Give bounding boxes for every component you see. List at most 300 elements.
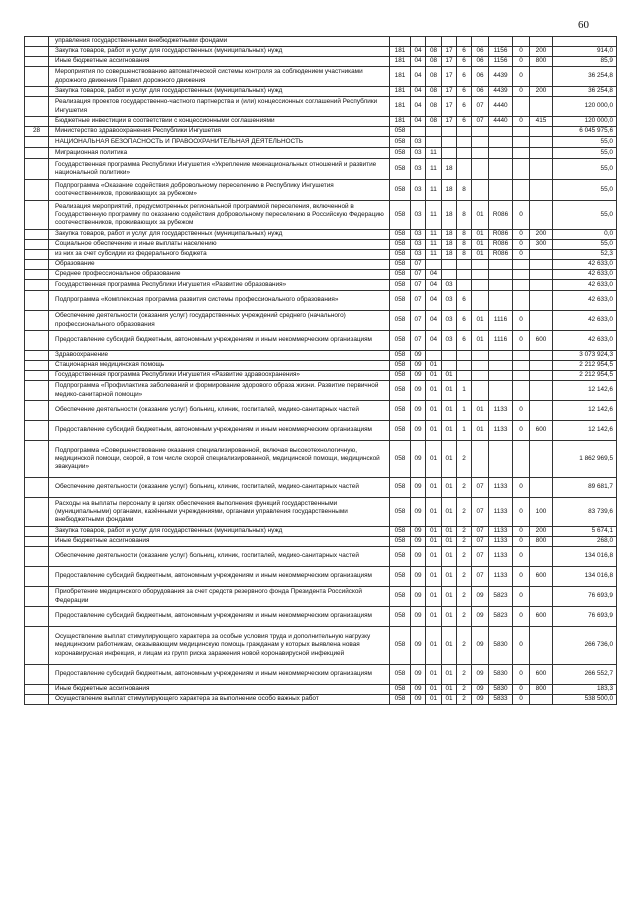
row-name: Обеспечение деятельности (оказание услуг) больниц, клиник, госпиталей, медико-санитарных частей <box>49 478 390 498</box>
row-name: Закупка товаров, работ и услуг для государственных (муниципальных) нужд <box>49 230 390 240</box>
code-subprogram <box>457 148 472 159</box>
code-suffix: 0 <box>513 627 530 665</box>
code-subprogram: 2 <box>457 587 472 607</box>
code-gr: 181 <box>390 57 411 67</box>
table-row <box>25 685 617 695</box>
table-row <box>25 127 617 137</box>
code-event: 07 <box>472 547 489 567</box>
row-amount: 42 633,0 <box>553 280 617 291</box>
row-number <box>25 587 49 607</box>
table-row <box>25 607 617 627</box>
code-event <box>472 361 489 371</box>
code-pr: 01 <box>426 401 442 421</box>
code-rz: 09 <box>411 665 426 685</box>
code-gr: 058 <box>390 665 411 685</box>
code-rz: 03 <box>411 201 426 230</box>
row-amount: 12 142,6 <box>553 381 617 401</box>
table-row <box>25 665 617 685</box>
row-amount: 55,0 <box>553 159 617 180</box>
row-amount: 2 212 954,5 <box>553 371 617 381</box>
row-name: Подпрограмма «Профилактика заболеваний и формирование здорового образа жизни. Развитие первичной медико-санитарной помощи» <box>49 381 390 401</box>
code-suffix <box>513 381 530 401</box>
row-number: 28 <box>25 127 49 137</box>
code-pr: 11 <box>426 230 442 240</box>
code-pr: 11 <box>426 180 442 201</box>
code-gr: 058 <box>390 159 411 180</box>
code-program: 01 <box>442 527 457 537</box>
code-pr: 04 <box>426 270 442 280</box>
code-direction: 5833 <box>489 695 513 705</box>
row-name: из них за счет субсидии из федерального бюджета <box>49 250 390 260</box>
code-program <box>442 351 457 361</box>
code-rz: 03 <box>411 240 426 250</box>
code-direction: 1116 <box>489 311 513 331</box>
row-amount: 76 693,9 <box>553 587 617 607</box>
code-vr: 800 <box>530 57 553 67</box>
code-suffix: 0 <box>513 57 530 67</box>
code-direction: 5830 <box>489 665 513 685</box>
code-event: 09 <box>472 665 489 685</box>
code-suffix: 0 <box>513 695 530 705</box>
code-program: 17 <box>442 67 457 87</box>
row-number <box>25 685 49 695</box>
row-number <box>25 270 49 280</box>
code-direction <box>489 148 513 159</box>
row-number <box>25 695 49 705</box>
row-number <box>25 567 49 587</box>
code-pr: 11 <box>426 201 442 230</box>
code-program: 01 <box>442 587 457 607</box>
code-program: 18 <box>442 230 457 240</box>
code-rz: 09 <box>411 361 426 371</box>
code-pr: 01 <box>426 537 442 547</box>
code-rz: 09 <box>411 421 426 441</box>
code-subprogram: 2 <box>457 665 472 685</box>
code-rz: 09 <box>411 695 426 705</box>
row-number <box>25 180 49 201</box>
code-program: 03 <box>442 291 457 311</box>
code-vr: 300 <box>530 240 553 250</box>
code-event: 09 <box>472 695 489 705</box>
code-event <box>472 270 489 280</box>
code-pr <box>426 137 442 148</box>
row-number <box>25 547 49 567</box>
table-row <box>25 260 617 270</box>
code-gr: 058 <box>390 441 411 478</box>
code-vr <box>530 547 553 567</box>
table-row <box>25 361 617 371</box>
code-subprogram: 2 <box>457 685 472 695</box>
code-vr: 600 <box>530 567 553 587</box>
row-number <box>25 381 49 401</box>
row-number <box>25 291 49 311</box>
code-rz <box>411 127 426 137</box>
code-direction: 1156 <box>489 57 513 67</box>
code-program: 03 <box>442 280 457 291</box>
code-direction <box>489 270 513 280</box>
code-gr: 058 <box>390 331 411 351</box>
code-pr: 04 <box>426 280 442 291</box>
code-event: 07 <box>472 498 489 527</box>
code-gr: 058 <box>390 361 411 371</box>
code-event: 01 <box>472 240 489 250</box>
code-program: 18 <box>442 240 457 250</box>
row-number <box>25 240 49 250</box>
code-program: 01 <box>442 627 457 665</box>
code-program <box>442 127 457 137</box>
code-gr: 058 <box>390 381 411 401</box>
row-amount: 55,0 <box>553 180 617 201</box>
table-row <box>25 291 617 311</box>
code-vr: 800 <box>530 537 553 547</box>
code-rz: 03 <box>411 230 426 240</box>
code-program <box>442 137 457 148</box>
row-amount: 76 693,9 <box>553 607 617 627</box>
code-event: 09 <box>472 685 489 695</box>
code-program: 01 <box>442 665 457 685</box>
code-subprogram: 6 <box>457 117 472 127</box>
code-rz: 09 <box>411 351 426 361</box>
code-subprogram: 2 <box>457 498 472 527</box>
row-name: Закупка товаров, работ и услуг для государственных (муниципальных) нужд <box>49 527 390 537</box>
table-row <box>25 47 617 57</box>
code-gr: 058 <box>390 351 411 361</box>
row-number <box>25 421 49 441</box>
code-gr: 058 <box>390 240 411 250</box>
code-program: 03 <box>442 331 457 351</box>
code-pr: 01 <box>426 587 442 607</box>
code-event <box>472 127 489 137</box>
row-number <box>25 371 49 381</box>
code-gr: 058 <box>390 695 411 705</box>
code-pr: 04 <box>426 311 442 331</box>
table-row <box>25 331 617 351</box>
code-event: 07 <box>472 117 489 127</box>
code-suffix <box>513 371 530 381</box>
code-direction: 4439 <box>489 67 513 87</box>
code-gr: 181 <box>390 117 411 127</box>
row-number <box>25 280 49 291</box>
code-rz: 09 <box>411 401 426 421</box>
code-gr: 058 <box>390 607 411 627</box>
table-row <box>25 527 617 537</box>
code-suffix: 0 <box>513 87 530 97</box>
code-direction: R086 <box>489 250 513 260</box>
table-row <box>25 250 617 260</box>
code-suffix <box>513 137 530 148</box>
code-suffix: 0 <box>513 421 530 441</box>
code-suffix: 0 <box>513 547 530 567</box>
row-number <box>25 627 49 665</box>
code-rz: 03 <box>411 159 426 180</box>
row-name: управления государственными внебюджетными фондами <box>49 37 390 47</box>
code-pr: 01 <box>426 567 442 587</box>
code-event <box>472 148 489 159</box>
code-rz: 07 <box>411 280 426 291</box>
code-gr: 058 <box>390 627 411 665</box>
code-subprogram: 1 <box>457 401 472 421</box>
code-suffix <box>513 270 530 280</box>
row-name: Расходы на выплаты персоналу в целях обеспечения выполнения функций государственными (муниципальными) органами, казёнными учреждениями, органами управления государственными внебюджетными фондами <box>49 498 390 527</box>
row-number <box>25 311 49 331</box>
code-program: 17 <box>442 87 457 97</box>
row-amount: 89 681,7 <box>553 478 617 498</box>
code-subprogram: 6 <box>457 97 472 117</box>
code-direction: R086 <box>489 201 513 230</box>
code-suffix: 0 <box>513 240 530 250</box>
code-event: 06 <box>472 47 489 57</box>
code-event <box>472 260 489 270</box>
code-vr: 200 <box>530 87 553 97</box>
code-subprogram: 6 <box>457 311 472 331</box>
table-row <box>25 57 617 67</box>
code-subprogram <box>457 127 472 137</box>
code-vr <box>530 97 553 117</box>
code-subprogram <box>457 159 472 180</box>
code-vr <box>530 201 553 230</box>
code-subprogram: 2 <box>457 695 472 705</box>
row-number <box>25 361 49 371</box>
code-vr <box>530 587 553 607</box>
code-vr <box>530 137 553 148</box>
code-subprogram: 8 <box>457 250 472 260</box>
code-event: 07 <box>472 567 489 587</box>
code-gr: 058 <box>390 137 411 148</box>
code-pr: 01 <box>426 361 442 371</box>
code-direction: R086 <box>489 240 513 250</box>
code-program: 01 <box>442 607 457 627</box>
code-subprogram <box>457 137 472 148</box>
code-vr: 200 <box>530 47 553 57</box>
row-amount: 55,0 <box>553 201 617 230</box>
code-pr: 11 <box>426 148 442 159</box>
code-rz: 09 <box>411 567 426 587</box>
row-amount: 12 142,6 <box>553 401 617 421</box>
code-gr: 058 <box>390 201 411 230</box>
code-direction <box>489 371 513 381</box>
row-amount: 538 500,0 <box>553 695 617 705</box>
code-direction <box>489 180 513 201</box>
code-subprogram: 2 <box>457 547 472 567</box>
code-direction: 4440 <box>489 97 513 117</box>
code-vr <box>530 627 553 665</box>
code-subprogram: 6 <box>457 67 472 87</box>
row-number <box>25 537 49 547</box>
code-rz: 07 <box>411 270 426 280</box>
table-row <box>25 587 617 607</box>
row-amount: 12 142,6 <box>553 421 617 441</box>
code-vr: 800 <box>530 685 553 695</box>
budget-table-body <box>25 37 617 705</box>
code-vr <box>530 695 553 705</box>
row-name: Стационарная медицинская помощь <box>49 361 390 371</box>
code-subprogram: 6 <box>457 331 472 351</box>
code-subprogram <box>457 37 472 47</box>
code-direction: 1133 <box>489 498 513 527</box>
table-row <box>25 180 617 201</box>
code-event: 01 <box>472 421 489 441</box>
row-number <box>25 67 49 87</box>
code-subprogram <box>457 260 472 270</box>
code-subprogram: 8 <box>457 180 472 201</box>
code-vr <box>530 478 553 498</box>
code-gr: 058 <box>390 498 411 527</box>
row-name: Осуществление выплат стимулирующего характера за выполнение особо важных работ <box>49 695 390 705</box>
code-gr: 058 <box>390 311 411 331</box>
code-gr: 058 <box>390 685 411 695</box>
code-suffix <box>513 361 530 371</box>
code-pr: 11 <box>426 159 442 180</box>
code-rz: 09 <box>411 441 426 478</box>
row-name: Предоставление субсидий бюджетным, автономным учреждениям и иным некоммерческим организациям <box>49 421 390 441</box>
code-rz <box>411 37 426 47</box>
row-name: Обеспечение деятельности (оказание услуг) больниц, клиник, госпиталей, медико-санитарных частей <box>49 547 390 567</box>
code-suffix <box>513 260 530 270</box>
code-suffix: 0 <box>513 665 530 685</box>
table-row <box>25 137 617 148</box>
code-event: 07 <box>472 527 489 537</box>
code-gr: 181 <box>390 67 411 87</box>
code-gr: 058 <box>390 260 411 270</box>
code-gr: 181 <box>390 97 411 117</box>
table-row <box>25 117 617 127</box>
code-suffix: 0 <box>513 685 530 695</box>
code-direction <box>489 291 513 311</box>
row-number <box>25 260 49 270</box>
row-number <box>25 137 49 148</box>
code-suffix: 0 <box>513 607 530 627</box>
code-program: 18 <box>442 250 457 260</box>
row-amount: 36 254,8 <box>553 87 617 97</box>
code-rz: 09 <box>411 371 426 381</box>
code-pr: 01 <box>426 498 442 527</box>
row-amount: 36 254,8 <box>553 67 617 87</box>
code-subprogram: 6 <box>457 47 472 57</box>
code-suffix <box>513 159 530 180</box>
table-row <box>25 87 617 97</box>
table-row <box>25 567 617 587</box>
code-rz: 09 <box>411 627 426 665</box>
row-name: Предоставление субсидий бюджетным, автономным учреждениям и иным некоммерческим организациям <box>49 665 390 685</box>
row-name: Иные бюджетные ассигнования <box>49 57 390 67</box>
code-program: 17 <box>442 117 457 127</box>
code-vr <box>530 260 553 270</box>
code-vr: 600 <box>530 607 553 627</box>
code-suffix <box>513 180 530 201</box>
code-program: 01 <box>442 695 457 705</box>
table-row <box>25 148 617 159</box>
code-direction: 4440 <box>489 117 513 127</box>
code-gr: 058 <box>390 180 411 201</box>
code-vr <box>530 311 553 331</box>
code-program: 17 <box>442 97 457 117</box>
code-program <box>442 270 457 280</box>
code-gr: 058 <box>390 250 411 260</box>
code-suffix: 0 <box>513 201 530 230</box>
row-number <box>25 351 49 361</box>
code-pr: 01 <box>426 441 442 478</box>
code-subprogram: 6 <box>457 57 472 67</box>
code-pr <box>426 260 442 270</box>
code-rz: 03 <box>411 250 426 260</box>
row-amount: 55,0 <box>553 137 617 148</box>
table-row <box>25 695 617 705</box>
code-direction: 1156 <box>489 47 513 57</box>
code-vr <box>530 351 553 361</box>
row-number <box>25 498 49 527</box>
code-pr: 08 <box>426 87 442 97</box>
code-event: 01 <box>472 401 489 421</box>
row-number <box>25 527 49 537</box>
row-name: Предоставление субсидий бюджетным, автономным учреждениям и иным некоммерческим организациям <box>49 607 390 627</box>
code-suffix <box>513 351 530 361</box>
code-suffix <box>513 280 530 291</box>
row-name: Приобретение медицинского оборудования за счет средств резервного фонда Президента Российской Федерации <box>49 587 390 607</box>
code-vr <box>530 371 553 381</box>
code-pr: 08 <box>426 117 442 127</box>
code-gr: 058 <box>390 478 411 498</box>
code-direction: 4439 <box>489 87 513 97</box>
code-event <box>472 280 489 291</box>
row-name: Подпрограмма «Оказание содействия добровольному переселению в Республику Ингушетия соотечественников, проживающих за рубежом» <box>49 180 390 201</box>
code-subprogram <box>457 280 472 291</box>
code-suffix: 0 <box>513 250 530 260</box>
code-rz: 04 <box>411 57 426 67</box>
code-rz: 04 <box>411 97 426 117</box>
row-number <box>25 159 49 180</box>
code-direction: 1133 <box>489 527 513 537</box>
table-row <box>25 547 617 567</box>
code-rz: 03 <box>411 137 426 148</box>
code-direction <box>489 361 513 371</box>
code-direction <box>489 37 513 47</box>
table-row <box>25 371 617 381</box>
row-name: Миграционная политика <box>49 148 390 159</box>
table-row <box>25 37 617 47</box>
row-amount: 83 739,6 <box>553 498 617 527</box>
code-event <box>472 351 489 361</box>
code-rz: 09 <box>411 527 426 537</box>
code-program: 17 <box>442 57 457 67</box>
code-pr: 04 <box>426 331 442 351</box>
code-program: 03 <box>442 311 457 331</box>
code-gr: 058 <box>390 587 411 607</box>
code-event <box>472 441 489 478</box>
code-vr: 200 <box>530 230 553 240</box>
code-gr: 058 <box>390 280 411 291</box>
code-subprogram <box>457 270 472 280</box>
code-suffix: 0 <box>513 117 530 127</box>
code-pr: 01 <box>426 547 442 567</box>
table-row <box>25 270 617 280</box>
table-row <box>25 159 617 180</box>
code-gr: 058 <box>390 547 411 567</box>
row-number <box>25 201 49 230</box>
code-subprogram: 8 <box>457 230 472 240</box>
code-event <box>472 371 489 381</box>
code-rz: 04 <box>411 47 426 57</box>
code-event <box>472 159 489 180</box>
code-pr: 01 <box>426 478 442 498</box>
row-name: Государственная программа Республики Ингушетия «Развитие образования» <box>49 280 390 291</box>
row-amount: 42 633,0 <box>553 291 617 311</box>
code-gr: 058 <box>390 270 411 280</box>
code-gr: 058 <box>390 401 411 421</box>
code-event: 01 <box>472 311 489 331</box>
code-pr: 01 <box>426 527 442 537</box>
code-vr <box>530 441 553 478</box>
code-pr: 08 <box>426 67 442 87</box>
